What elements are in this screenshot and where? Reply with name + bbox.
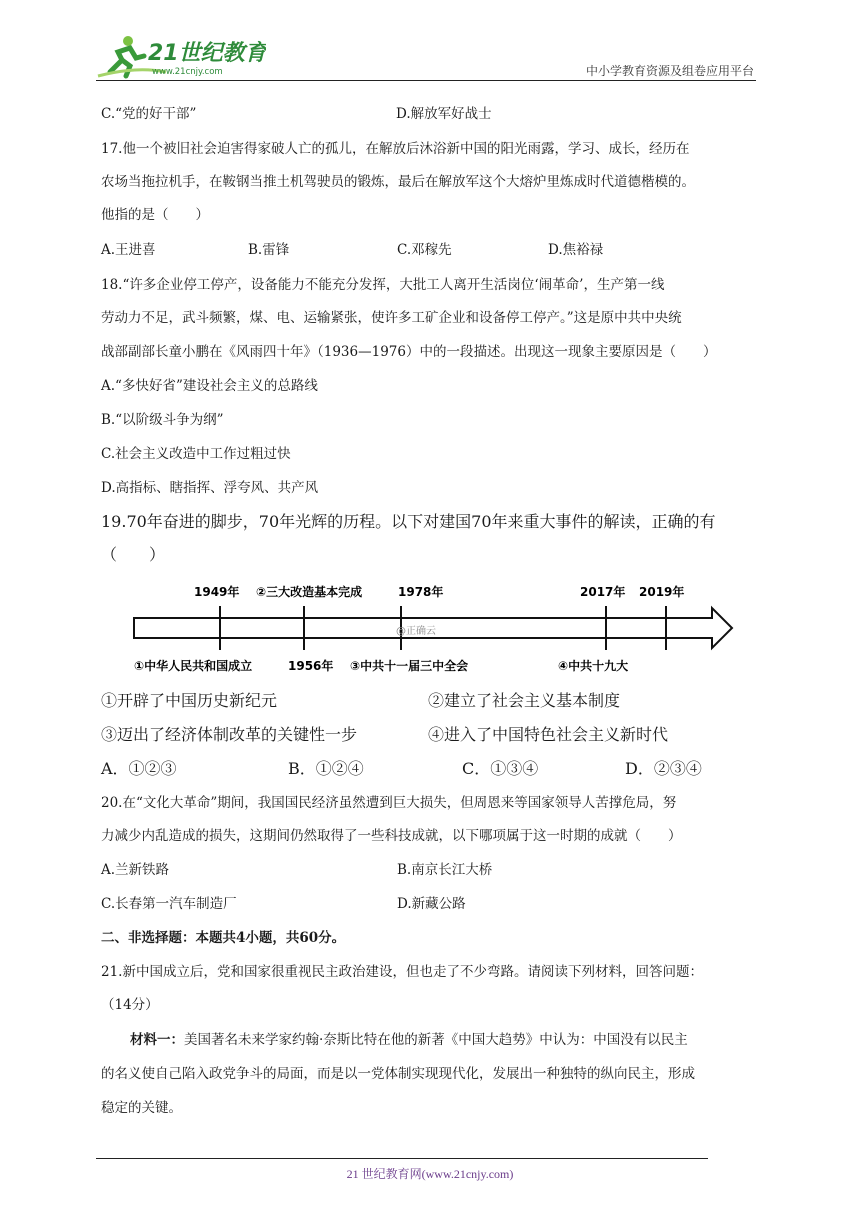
q19-statement-1: ①开辟了中国历史新纪元: [101, 691, 278, 710]
q17-option-b: B.雷锋: [248, 242, 290, 258]
platform-title: 中小学教育资源及组卷应用平台: [585, 64, 754, 78]
q21-line-1: 21.新中国成立后，党和国家很重视民主政治建设，但也走了不少弯路。请阅读下列材料，回答问题：: [101, 964, 703, 980]
label-1956: 1956年: [288, 659, 334, 673]
site-logo: [96, 32, 266, 80]
q21-material-line-2: 的名义使自己陷入政党争斗的局面，而是以一党体制实现现代化，发展出一种独特的纵向民主，形成: [101, 1066, 695, 1082]
section-2-heading: 二、非选择题：本题共4小题，共60分。: [101, 930, 346, 946]
watermark: @正确云: [396, 626, 436, 637]
q19-statement-2: ②建立了社会主义基本制度: [428, 691, 621, 710]
q18-option-a: A.“多快好省”建设社会主义的总路线: [101, 378, 318, 394]
q20-option-a: A.兰新铁路: [101, 862, 170, 878]
footer-divider: [96, 1158, 708, 1159]
label-prc-founded: ①中华人民共和国成立: [134, 659, 253, 673]
header-divider: [96, 80, 756, 81]
q18-line-3: 战部副部长童小鹏在《风雨四十年》（1936—1976）中的一段描述。出现这一现象主要原因是（ ）: [101, 344, 717, 360]
q18-option-d: D.高指标、瞎指挥、浮夸风、共产风: [101, 480, 319, 496]
label-2017: 2017年: [580, 585, 626, 599]
label-third-plenum: ③中共十一届三中全会: [350, 659, 469, 673]
q16-option-d: D.解放军好战士: [396, 106, 492, 122]
q17-line-2: 农场当拖拉机手，在鞍钢当推土机驾驶员的锻炼，最后在解放军这个大熔炉里炼成时代道德楷模的。: [101, 174, 695, 190]
q21-line-2: （14分）: [101, 997, 159, 1013]
material-text-1: 美国著名未来学家约翰·奈斯比特在他的新著《中国大趋势》中认为：中国没有以民主: [184, 1032, 688, 1048]
q20-option-d: D.新藏公路: [397, 896, 466, 912]
q17-line-1: 17.他一个被旧社会迫害得家破人亡的孤儿，在解放后沐浴新中国的阳光雨露，学习、成长，经历在: [101, 141, 690, 157]
q19-line-1: 19.70年奋进的脚步，70年光辉的历程。以下对建国70年来重大事件的解读，正确的有: [101, 512, 716, 531]
logo-text: 21世纪教育: [148, 41, 266, 66]
q19-statement-3: ③迈出了经济体制改革的关键性一步: [101, 725, 358, 744]
label-1978: 1978年: [398, 585, 444, 599]
label-2019: 2019年: [639, 585, 685, 599]
label-1949: 1949年: [194, 585, 240, 599]
timeline-figure: [128, 578, 738, 678]
q19-option-d: D．②③④: [625, 759, 702, 778]
q20-line-1: 20.在“文化大革命”期间，我国国民经济虽然遭到巨大损失，但周恩来等国家领导人苦撑危局，努: [101, 795, 677, 811]
label-19th-congress: ④中共十九大: [558, 659, 629, 673]
q21-material-1: [130, 1030, 688, 1050]
q17-line-3: 他指的是（ ）: [101, 207, 209, 223]
q18-line-2: 劳动力不足，武斗频繁，煤、电、运输紧张，使许多工矿企业和设备停工停产。”这是原中共中央统: [101, 310, 682, 326]
q20-option-c: C.长春第一汽车制造厂: [101, 896, 237, 912]
q19-option-b: B．①②④: [288, 759, 364, 778]
q18-option-b: B.“以阶级斗争为纲”: [101, 412, 224, 428]
q20-line-2: 力减少内乱造成的损失，这期间仍然取得了一些科技成就，以下哪项属于这一时期的成就（ ）: [101, 828, 682, 844]
q17-option-a: A.王进喜: [101, 242, 156, 258]
q17-option-d: D.焦裕禄: [548, 242, 604, 258]
q20-option-b: B.南京长江大桥: [397, 862, 493, 878]
q19-line-2: （ ）: [101, 545, 166, 564]
q19-option-c: C．①③④: [462, 759, 539, 778]
q19-option-a: A．①②③: [101, 759, 177, 778]
q18-option-c: C.社会主义改造中工作过粗过快: [101, 446, 291, 462]
footer-link[interactable]: 21 世纪教育网(www.21cnjy.com): [346, 1167, 514, 1181]
label-three-reforms: ②三大改造基本完成: [256, 585, 363, 599]
q18-line-1: 18.“许多企业停工停产，设备能力不能充分发挥，大批工人离开生活岗位‘闹革命’，生产第一线: [101, 277, 665, 293]
q19-statement-4: ④进入了中国特色社会主义新时代: [428, 725, 669, 744]
q21-material-line-3: 稳定的关键。: [101, 1100, 182, 1116]
material-label: 材料一：: [130, 1032, 184, 1048]
runner-logo-icon: [96, 32, 266, 80]
logo-url: www.21cnjy.com: [152, 67, 223, 77]
q17-option-c: C.邓稼先: [397, 242, 452, 258]
q16-option-c: C.“党的好干部”: [101, 106, 197, 122]
